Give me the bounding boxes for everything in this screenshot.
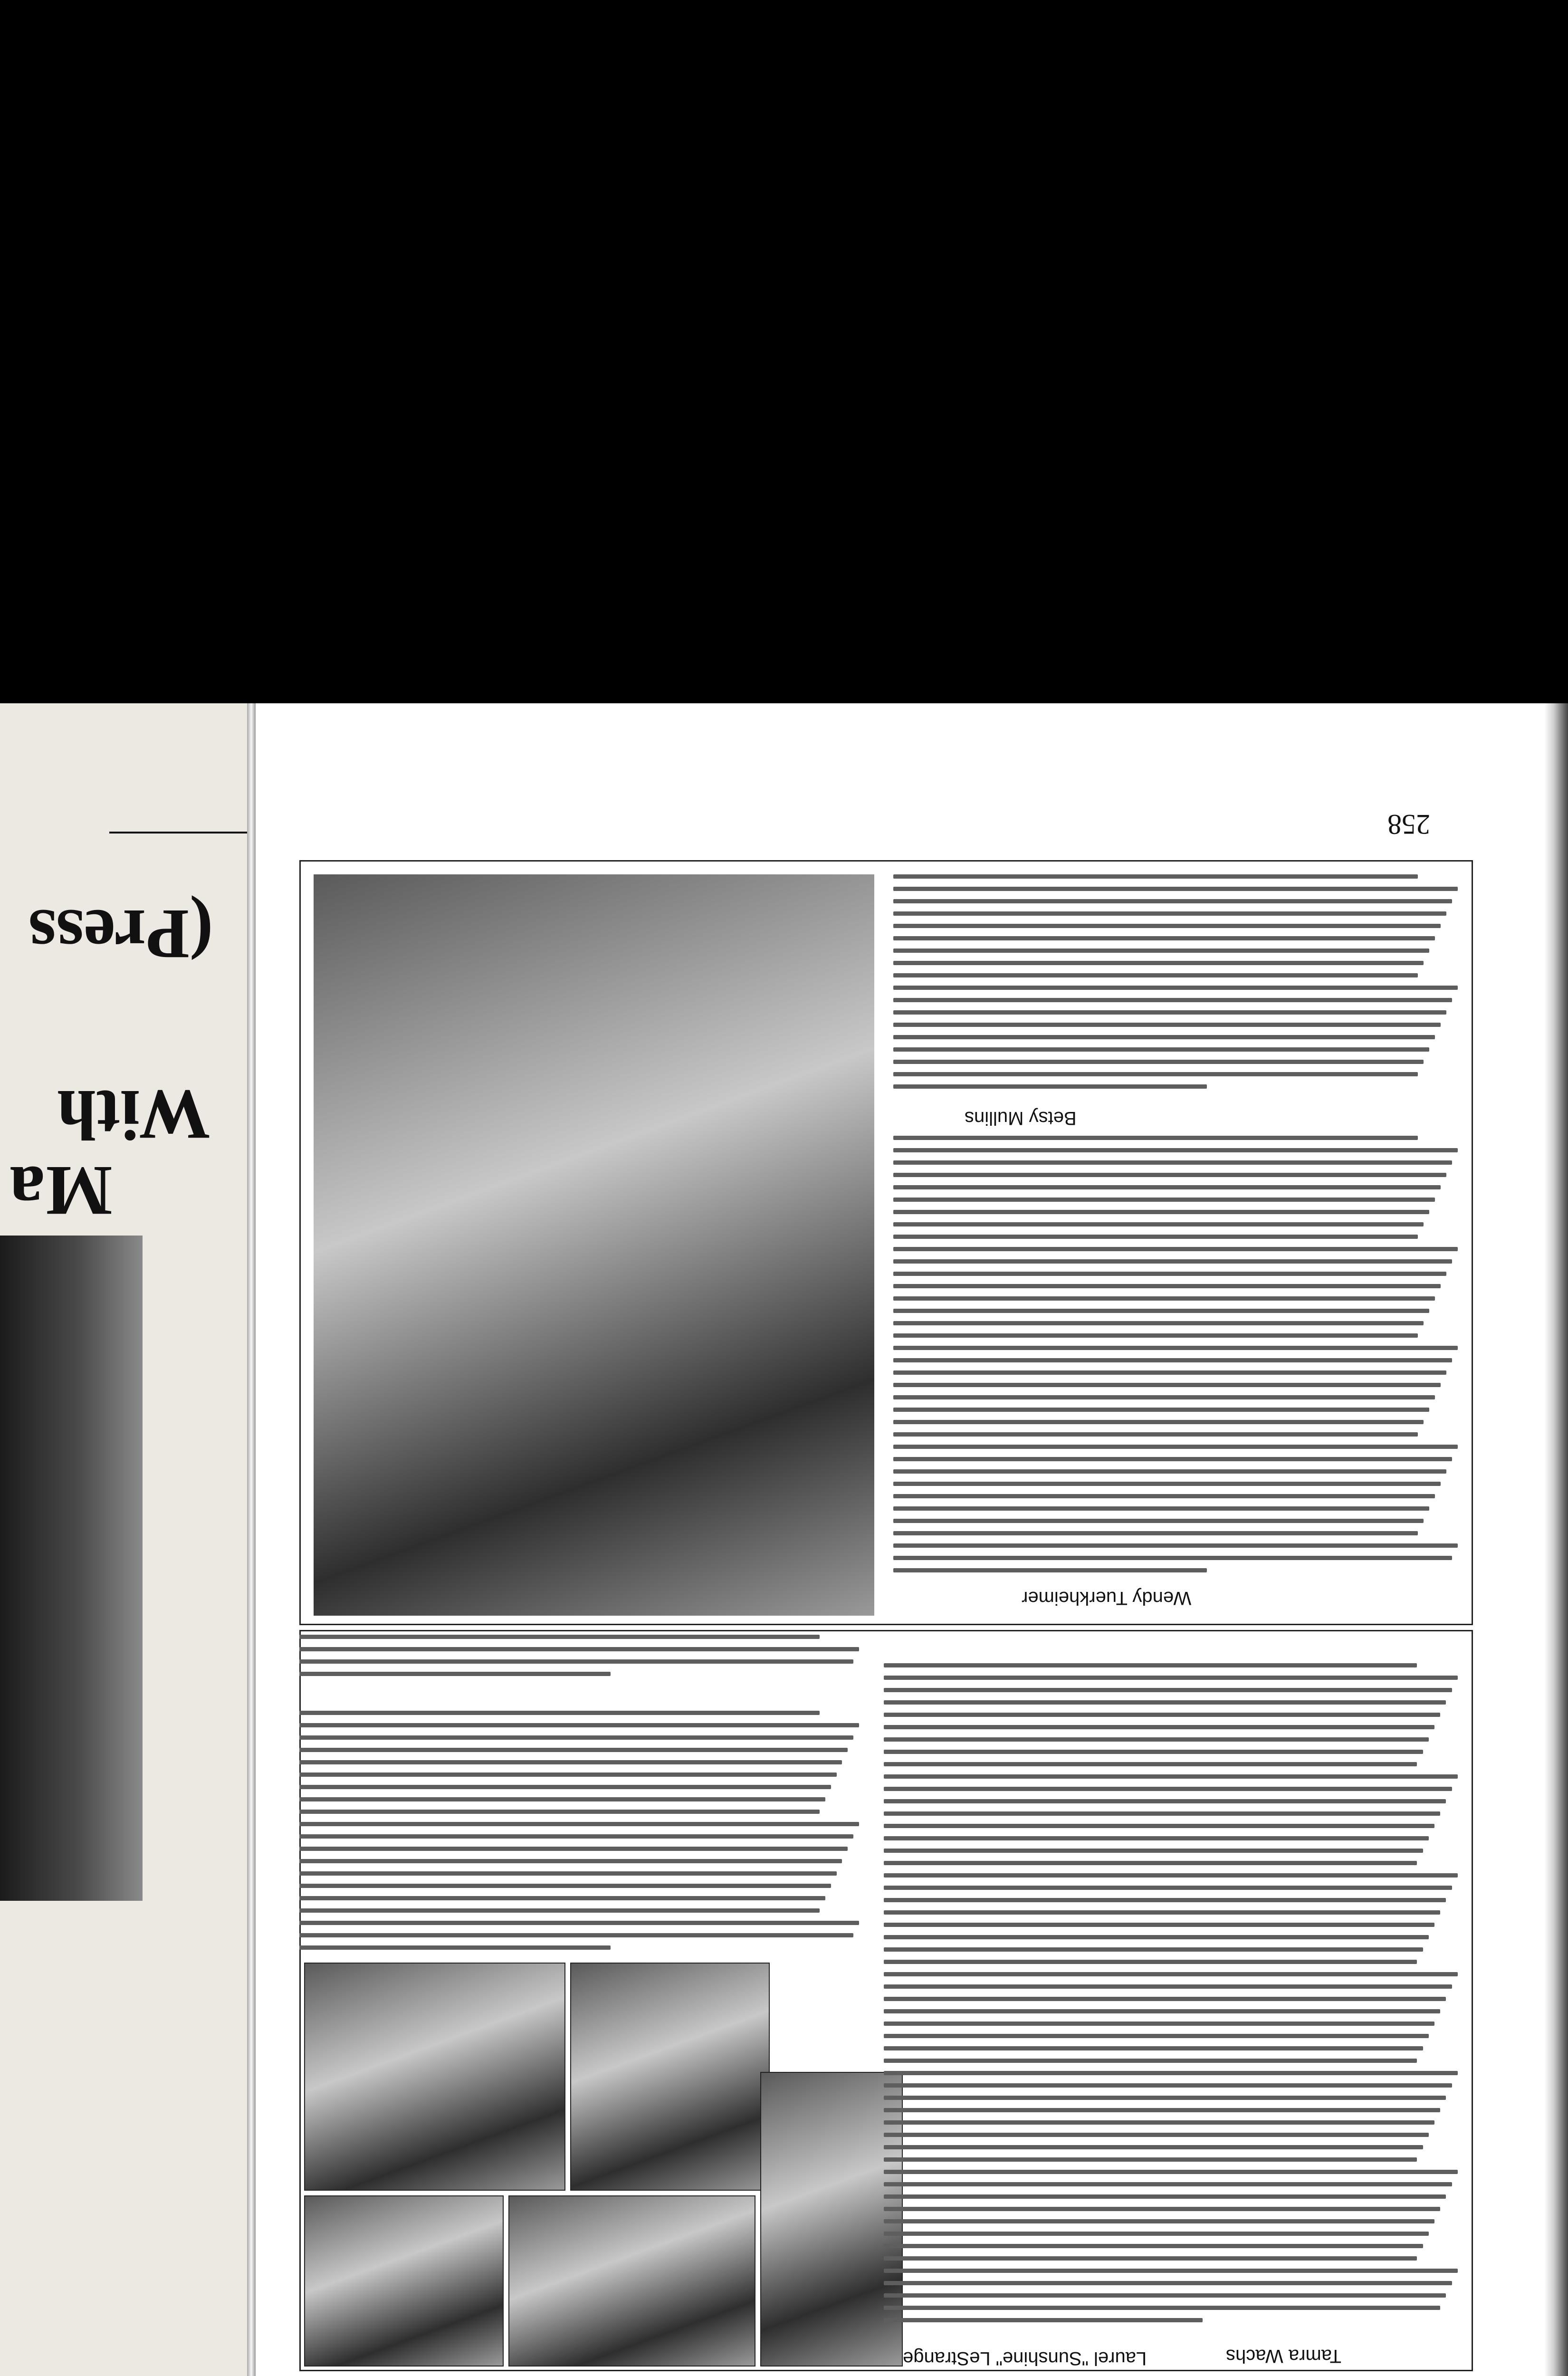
text-line [884,2083,1452,2088]
text-line [884,2133,1429,2137]
text-line [893,899,1452,903]
text-line [884,1935,1429,1939]
text-line [893,1210,1429,1214]
text-line [299,1896,825,1900]
snapshot-photo [304,1963,565,2191]
text-line [893,1259,1452,1264]
text-line [893,1173,1446,1177]
text-line [893,1136,1418,1140]
text-line [884,2256,1417,2261]
text-line [299,1735,853,1740]
text-line [884,2108,1440,2112]
senior-name-laurel: Laurel "Sunshine" LeStrange [903,2348,1147,2369]
text-line [893,874,1418,879]
text-line [893,1247,1458,1251]
text-line [893,924,1441,928]
text-line [299,1672,611,1676]
text-line [893,1408,1429,1412]
text-line [299,1711,820,1715]
text-line [893,1272,1446,1276]
text-line [884,2194,1446,2199]
text-line [884,1799,1446,1803]
text-line [893,1198,1435,1202]
text-line [299,1635,820,1639]
text-line [893,948,1429,953]
text-line [884,2306,1440,2310]
text-line [299,1871,837,1876]
text-line [299,1797,825,1801]
text-line [893,1235,1418,1239]
text-line [884,2059,1417,2063]
text-line [884,1700,1446,1705]
senior-tribute-text-tamra [884,1663,1463,2338]
text-line [893,1543,1458,1548]
text-line [884,2009,1440,2013]
text-line [299,1772,837,1777]
text-line [893,1531,1418,1535]
text-line [893,1333,1418,1338]
text-line [893,1506,1429,1511]
text-line [893,1370,1446,1375]
facing-page-headline-fragment-3: Ma [10,1151,113,1230]
text-line [893,1420,1424,1424]
text-line [884,1960,1417,1964]
text-line [893,1482,1441,1486]
book-spine [247,703,256,2376]
text-line [893,1010,1446,1015]
text-line [299,1945,611,1950]
snapshot-photo [570,1963,770,2191]
text-line [299,1859,842,1863]
text-line [893,1321,1424,1325]
text-line [884,1898,1446,1902]
text-line [893,1284,1441,1288]
text-line [893,1395,1435,1399]
facing-page-headline-fragment-2: With [57,1075,210,1154]
text-line [893,1047,1429,1052]
text-line [893,911,1446,916]
text-line [893,1358,1452,1362]
text-line [893,936,1435,940]
text-line [884,2071,1458,2075]
text-line [893,1469,1446,1474]
text-line [893,986,1458,990]
text-line [884,2244,1423,2248]
text-line [893,1023,1441,1027]
text-line [884,1750,1423,1754]
senior-name-wendy: Wendy Tuerkheimer [1022,1588,1192,1609]
text-line [299,1908,820,1913]
text-line [884,2022,1434,2026]
text-line [299,1760,842,1764]
text-line [884,1725,1434,1729]
text-line [884,1849,1423,1853]
text-line [893,1072,1418,1076]
text-line [884,2269,1458,2273]
text-line [299,1723,859,1727]
text-line [884,1873,1458,1878]
text-line [884,1737,1429,1742]
snapshot-photo [760,2072,903,2366]
text-line [893,1160,1452,1165]
text-line [299,1822,859,1826]
text-line [884,2293,1446,2298]
page-edge [1544,703,1568,2376]
text-line [884,2120,1434,2125]
facing-page-rule [109,832,252,834]
text-line [893,1556,1452,1560]
text-line [884,1663,1417,1667]
text-line [884,1910,1440,1915]
senior-tribute-text-wendy [893,1136,1463,1578]
facing-page-headline-fragment-1: (Press [29,895,213,974]
text-line [893,973,1418,977]
text-line [299,1647,859,1651]
text-line [893,1457,1452,1461]
text-line [884,2219,1434,2223]
text-line [299,1834,853,1839]
text-line [299,1884,831,1888]
text-line [299,1921,859,1925]
text-line [893,1383,1441,1387]
text-line [884,2182,1452,2186]
snapshot-photo [304,2195,504,2366]
text-line [299,1810,820,1814]
text-line [884,1886,1452,1890]
text-line [893,1519,1424,1523]
text-line [884,1824,1434,1828]
text-line [893,1035,1435,1039]
text-line [893,961,1424,965]
text-line [884,2281,1452,2285]
text-line [884,2318,1203,2322]
text-line [893,1148,1458,1152]
snapshot-photo [508,2195,755,2366]
text-line [299,1785,831,1789]
text-line [884,1947,1423,1952]
facing-page-photo [0,1236,143,1901]
text-line [884,1762,1417,1766]
senior-tribute-text-continued [299,1635,865,1692]
text-line [884,1997,1446,2001]
text-line [884,2207,1440,2211]
text-line [893,887,1458,891]
text-line [299,1659,853,1664]
text-line [893,998,1452,1002]
text-line [893,1494,1435,1498]
text-line [884,1713,1440,1717]
text-line [893,1309,1429,1313]
text-line [299,1933,853,1937]
text-line [884,1676,1458,1680]
text-line [884,1688,1452,1692]
text-line [893,1346,1458,1350]
senior-name-betsy: Betsy Mullins [965,1108,1077,1129]
text-line [884,1774,1458,1779]
senior-group-photo [314,874,874,1616]
text-line [884,2046,1423,2050]
text-line [893,1296,1435,1301]
text-line [893,1060,1424,1064]
text-line [884,2157,1417,2162]
scanner-background [0,0,1568,703]
text-line [893,1432,1418,1437]
senior-tribute-text-betsy [893,874,1463,1098]
senior-tribute-text-laurel [299,1711,865,1958]
text-line [884,2170,1458,2174]
text-line [893,1222,1424,1226]
text-line [884,1984,1452,1989]
text-line [893,1185,1441,1189]
text-line [884,2034,1429,2038]
text-line [884,1787,1452,1791]
text-line [893,1568,1207,1572]
text-line [884,2232,1429,2236]
text-line [884,1811,1440,1816]
text-line [884,1836,1429,1840]
text-line [893,1445,1458,1449]
text-line [884,2145,1423,2149]
senior-name-tamra: Tamra Wachs [1226,2346,1342,2366]
text-line [299,1748,848,1752]
text-line [893,1084,1207,1089]
text-line [299,1847,848,1851]
text-line [884,2096,1446,2100]
page-number: 258 [1387,809,1430,840]
text-line [884,1972,1458,1976]
text-line [884,1861,1417,1865]
text-line [884,1923,1434,1927]
